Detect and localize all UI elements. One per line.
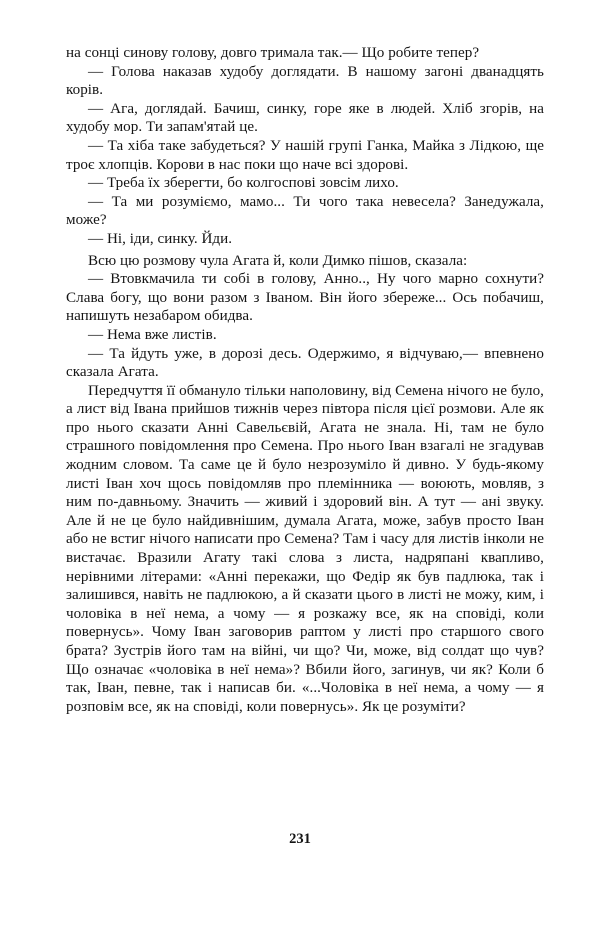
paragraph-12: Передчуття її обмануло тільки наполовину, від Семена нічого не було, а лист від Івана прийшов тижнів через півтора після цієї розмови. Але як про нього сказати Анні Савельєвій, Агата не знала. Ні, там не було страшного повідомлення про Семена. Про нього Іван взагалі не згадував жодним словом. Та саме це й було незрозуміло й дивно. У будь-якому листі Іван хоч щось повідомляв про племінника — воюють, мовляв, з ним по-давньому. Значить — живий і здоровий він. А тут — ані звуку. Але й не це було найдивнішим, думала Агата, може, забув просто Іван або не встиг нічого написати про Семена? Там і часу для листів інколи не вистачає. Вразили Агату такі слова з листа, надряпані квапливо, нерівними літерами: «Анні перекажи, що Федір як був падлюка, так і залишився, навіть не падлюкою, а й сказати цього в листі не можу, ким, і чоловіка в неї нема, а чому — я розкажу все, як на сповіді, коли повернусь». Чому Іван заговорив раптом у листі про старшого свого брата? Зустрів його там на війні, чи що? Чи, може, від солдат що чув? Що означає «чоловіка в неї нема»? Вбили його, загинув, чи як? Коли б так, Іван, певне, так і написав би. «...Чоловіка в неї нема, а чому — я розповім все, як на сповіді, коли повернусь». Як це розуміти? xyxy=(66,382,544,715)
page-text xyxy=(66,44,544,716)
paragraph-11: — Та йдуть уже, в дорозі десь. Одержимо, я відчуваю,— впевнено сказала Агата. xyxy=(66,345,544,381)
paragraph-9: — Втовкмачила ти собі в голову, Анно.., Ну чого марно сохнути? Слава богу, що вони разом з Іваном. Він його збереже... Ось побачиш, напишуть незабаром обидва. xyxy=(66,271,544,325)
paragraph-5: — Треба їх зберегти, бо колгоспові зовсім лихо. xyxy=(88,175,399,192)
paragraph-6: — Та ми розуміємо, мамо... Ти чого така невесела? Занедужала, може? xyxy=(66,193,544,229)
paragraph-2: — Голова наказав худобу доглядати. В нашому загоні дванадцять корів. xyxy=(66,63,544,99)
paragraph-4: — Та хіба таке забудеться? У нашій групі Ганка, Майка з Лідкою, ще троє хлопців. Корови в нас поки що наче всі здорові. xyxy=(66,137,544,173)
paragraph-7: — Ні, іди, синку. Йди. xyxy=(88,230,233,247)
paragraph-3: — Ага, доглядай. Бачиш, синку, горе яке в людей. Хліб згорів, на худобу мор. Ти запам'ятай це. xyxy=(66,100,544,136)
page-number: 231 xyxy=(289,831,311,847)
paragraph-1: на сонці синову голову, довго тримала так.— Що робите тепер? xyxy=(66,45,480,61)
paragraph-10: — Нема вже листів. xyxy=(88,326,217,343)
paragraph-8: Всю цю розмову чула Агата й, коли Димко пішов, сказала: xyxy=(88,252,468,269)
